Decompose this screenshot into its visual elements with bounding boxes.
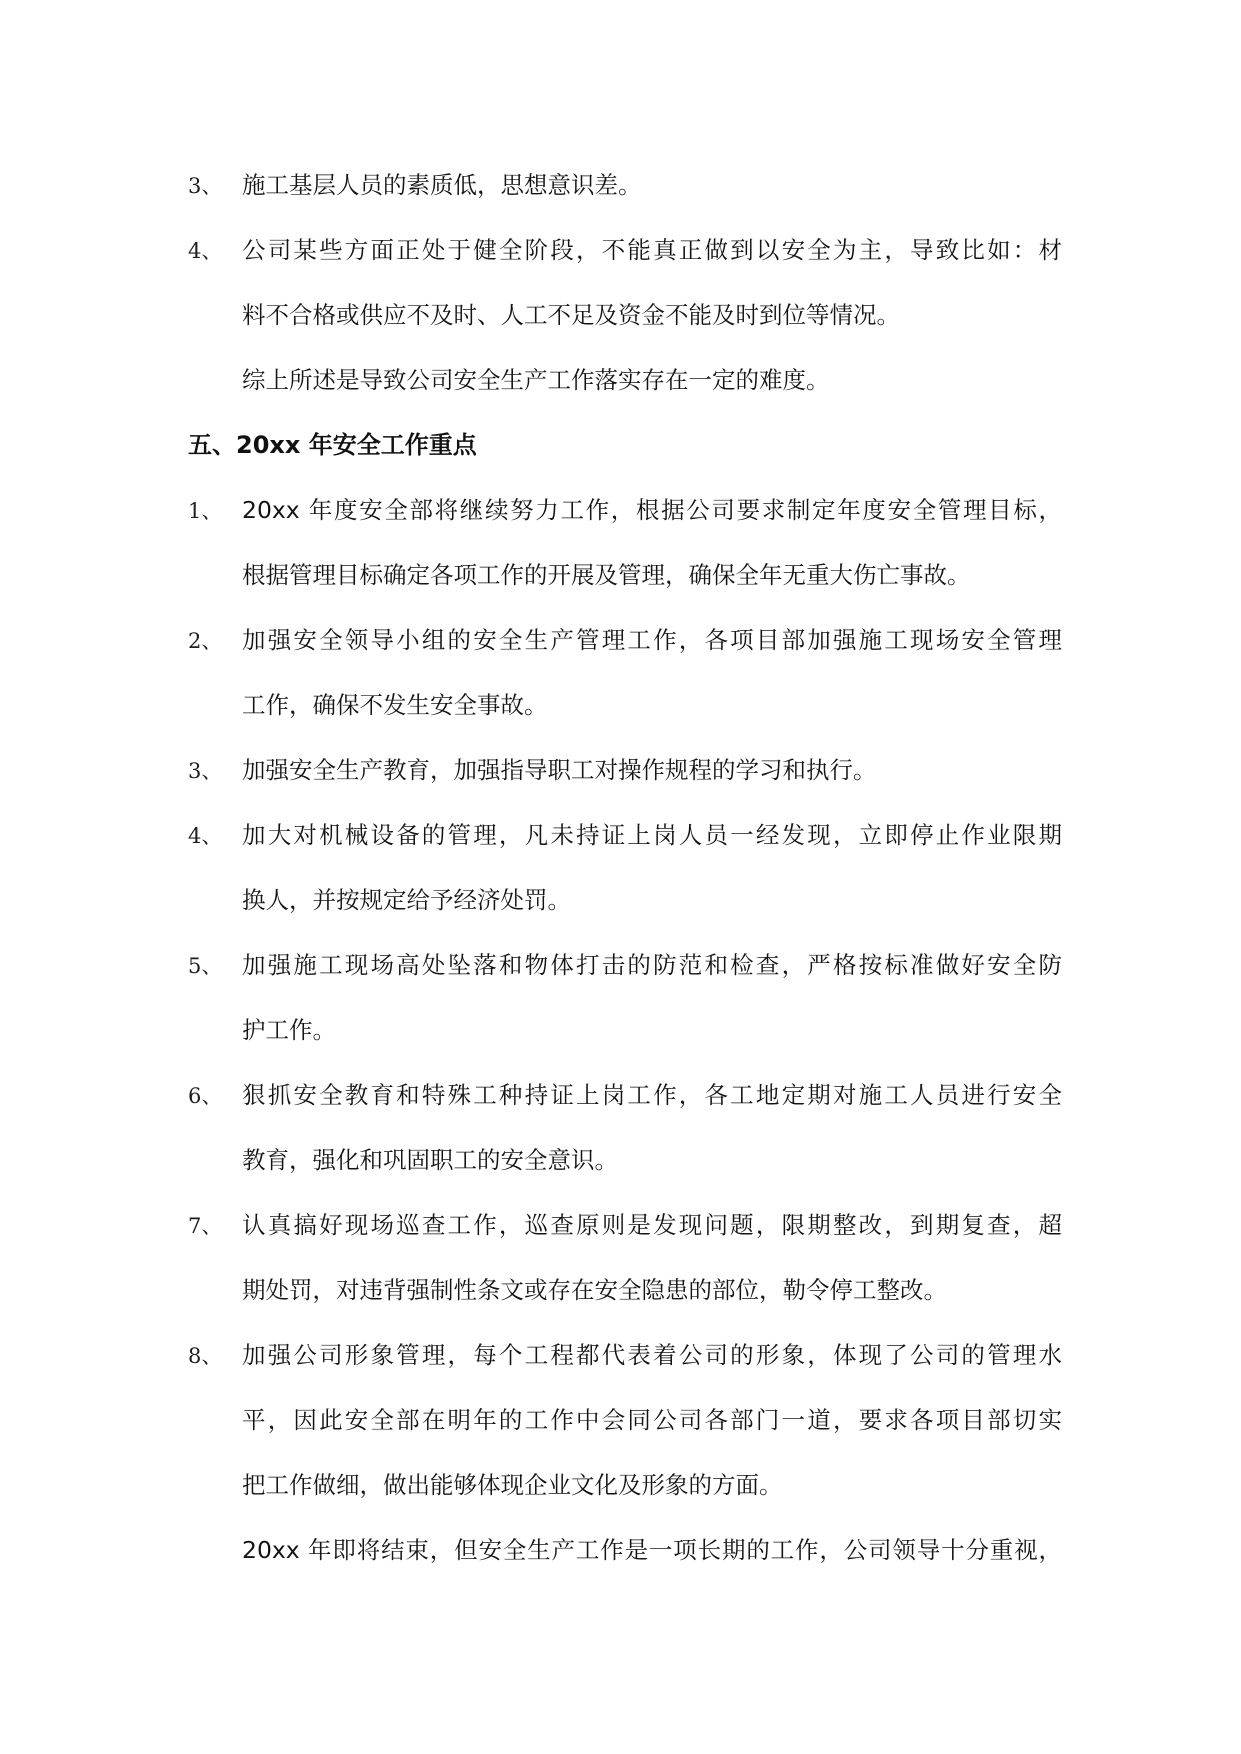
list-item-line: 加大对机械设备的管理，凡未持证上岗人员一经发现，立即停止作业限期: [242, 821, 1062, 849]
list-item-line: 根据管理目标确定各项工作的开展及管理，确保全年无重大伤亡事故。: [242, 561, 971, 589]
list-item-line: 把工作做细，做出能够体现企业文化及形象的方面。: [242, 1471, 783, 1499]
list-item-line: 20xx 年度安全部将继续努力工作，根据公司要求制定年度安全管理目标，: [242, 496, 1062, 524]
list-number: 3、: [188, 174, 223, 198]
list-number: 7、: [188, 1214, 223, 1238]
closing-paragraph: 20xx 年即将结束，但安全生产工作是一项长期的工作，公司领导十分重视，: [242, 1536, 1062, 1564]
list-number: 1、: [188, 499, 223, 523]
list-item-line: 加强施工现场高处坠落和物体打击的防范和检查，严格按标准做好安全防: [242, 951, 1062, 979]
list-number: 3、: [188, 759, 223, 783]
section-heading: 五、20xx 年安全工作重点: [188, 431, 477, 459]
list-item-line: 狠抓安全教育和特殊工种持证上岗工作，各工地定期对施工人员进行安全: [242, 1081, 1062, 1109]
list-number: 8、: [188, 1344, 223, 1368]
list-item-line: 加强安全领导小组的安全生产管理工作，各项目部加强施工现场安全管理: [242, 626, 1062, 654]
list-item-line: 教育，强化和巩固职工的安全意识。: [242, 1146, 618, 1174]
list-item-line: 施工基层人员的素质低，思想意识差。: [242, 171, 642, 199]
list-number: 4、: [188, 824, 223, 848]
list-number: 5、: [188, 954, 223, 978]
list-item-line: 期处罚，对违背强制性条文或存在安全隐患的部位，勒令停工整改。: [242, 1276, 947, 1304]
list-number: 2、: [188, 629, 223, 653]
summary-paragraph: 综上所述是导致公司安全生产工作落实存在一定的难度。: [242, 366, 830, 394]
list-item-line: 加强公司形象管理，每个工程都代表着公司的形象，体现了公司的管理水: [242, 1341, 1062, 1369]
list-item-line: 工作，确保不发生安全事故。: [242, 691, 548, 719]
list-item-line: 加强安全生产教育，加强指导职工对操作规程的学习和执行。: [242, 756, 877, 784]
list-item-line: 平，因此安全部在明年的工作中会同公司各部门一道，要求各项目部切实: [242, 1406, 1062, 1434]
list-item-line: 换人，并按规定给予经济处罚。: [242, 886, 571, 914]
list-number: 6、: [188, 1084, 223, 1108]
list-item-line: 认真搞好现场巡查工作，巡查原则是发现问题，限期整改，到期复查，超: [242, 1211, 1062, 1239]
list-item-line: 公司某些方面正处于健全阶段，不能真正做到以安全为主，导致比如：材: [242, 236, 1062, 264]
list-number: 4、: [188, 239, 223, 263]
list-item-line: 护工作。: [242, 1016, 336, 1044]
list-item-line: 料不合格或供应不及时、人工不足及资金不能及时到位等情况。: [242, 301, 900, 329]
